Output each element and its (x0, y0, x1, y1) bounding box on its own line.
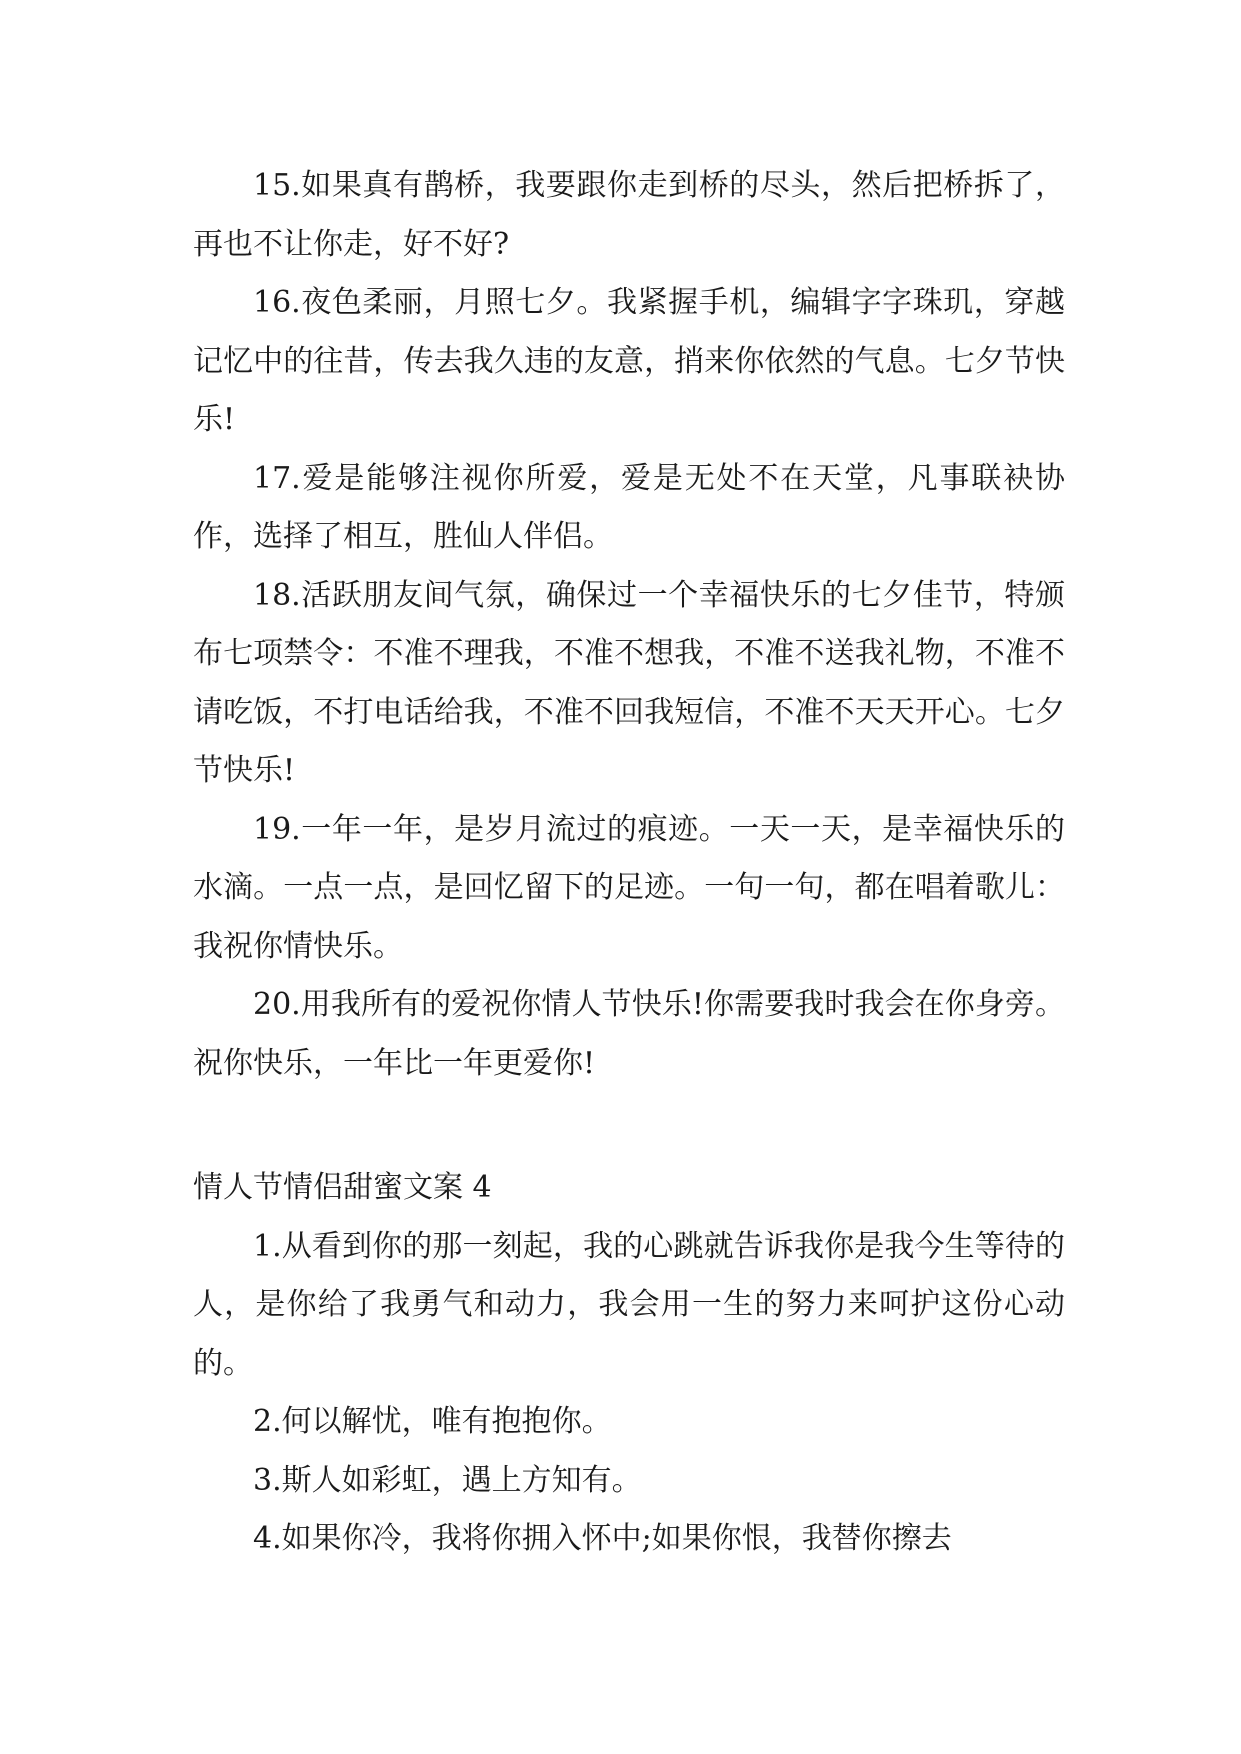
paragraph-item-17: 17.爱是能够注视你所爱，爱是无处不在天堂，凡事联袂协作，选择了相互，胜仙人伴侣。 (193, 460, 1065, 554)
section-title: 情人节情侣甜蜜文案 4 (193, 1170, 492, 1205)
paragraph-item-1: 1.从看到你的那一刻起，我的心跳就告诉我你是我今生等待的人，是你给了我勇气和动力，我会用一生的努力来呵护这份心动的。 (193, 1228, 1065, 1381)
paragraph-item-15: 15.如果真有鹊桥，我要跟你走到桥的尽头，然后把桥拆了，再也不让你走，好不好? (193, 168, 1065, 262)
paragraph-item-2: 2.何以解忧，唯有抱抱你。 (253, 1404, 612, 1439)
document-body (193, 157, 1065, 1569)
paragraph-item-4: 4.如果你冷，我将你拥入怀中;如果你恨，我替你擦去 (253, 1521, 952, 1556)
paragraph-item-18: 18.活跃朋友间气氛，确保过一个幸福快乐的七夕佳节，特颁布七项禁令：不准不理我，不准不想我，不准不送我礼物，不准不请吃饭，不打电话给我，不准不回我短信，不准不天天开心。七夕节快乐! (193, 577, 1065, 788)
paragraph-item-20: 20.用我所有的爱祝你情人节快乐!你需要我时我会在你身旁。祝你快乐，一年比一年更爱你! (193, 987, 1065, 1081)
paragraph-item-19: 19.一年一年，是岁月流过的痕迹。一天一天，是幸福快乐的水滴。一点一点，是回忆留下的足迹。一句一句，都在唱着歌儿：我祝你情快乐。 (193, 811, 1065, 964)
paragraph-item-16: 16.夜色柔丽，月照七夕。我紧握手机，编辑字字珠玑，穿越记忆中的往昔，传去我久违的友意，捎来你依然的气息。七夕节快乐! (193, 285, 1065, 437)
paragraph-item-3: 3.斯人如彩虹，遇上方知有。 (253, 1462, 642, 1498)
